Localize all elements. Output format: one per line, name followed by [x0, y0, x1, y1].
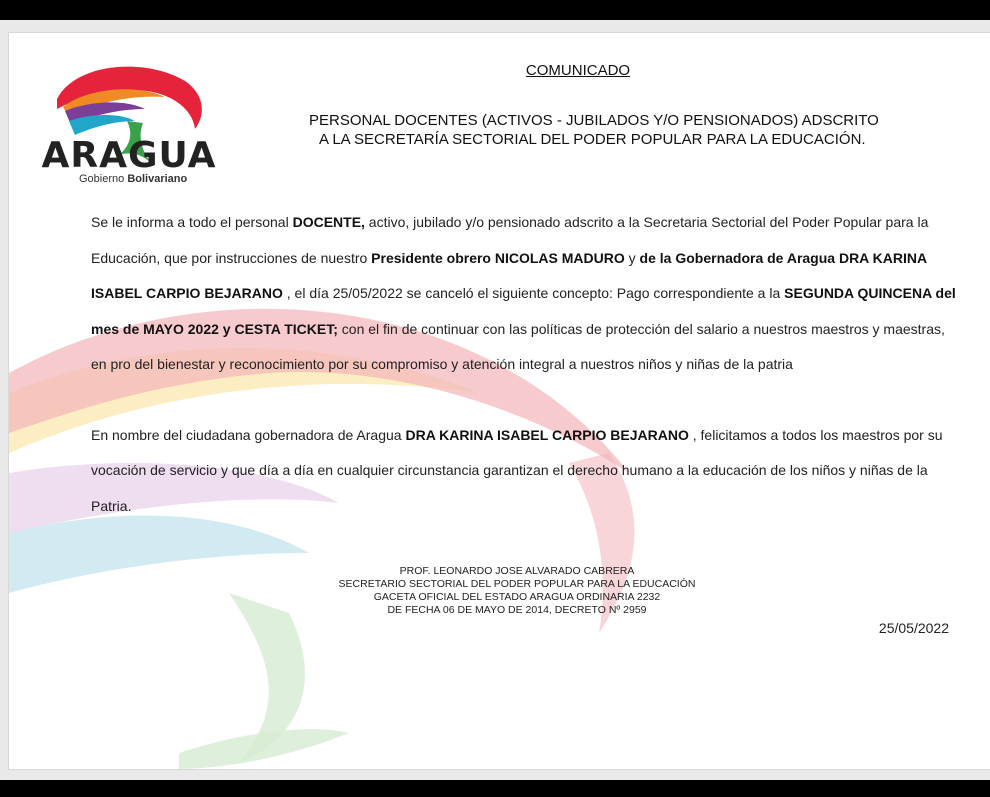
- p1-text-1: Se le informa a todo el personal: [91, 214, 293, 230]
- p1-text-5: con el fin de continuar con las políticas de protección del salario a nuestros maestros y maestras, en pro del bienestar y reconocimiento por su compromiso y atención integral a nuestros niños y niñas de la patria: [91, 320, 945, 372]
- signature-position: SECRETARIO SECTORIAL DEL PODER POPULAR PARA LA EDUCACIÓN: [338, 578, 696, 590]
- top-black-bar: [0, 0, 990, 20]
- p2-text-2: , felicitamos a todos los maestros por su vocación de servicio y que día a día en cualquier circunstancia garantizan el derecho humano a la educación de los niños y niñas de la Patria.: [91, 426, 943, 514]
- p1-bold-3: de la Gobernadora de Aragua DRA KARINA ISABEL CARPIO BEJARANO: [91, 249, 927, 301]
- p1-bold-1: DOCENTE,: [292, 214, 365, 230]
- document-body: [91, 205, 961, 524]
- p1-text-4: , el día 25/05/2022 se canceló el siguiente concepto: Pago correspondiente a la: [282, 285, 785, 301]
- page-background: [0, 20, 990, 780]
- signature-gazette: GACETA OFICIAL DEL ESTADO ARAGUA ORDINARIA 2232: [373, 591, 661, 603]
- bottom-black-bar: [0, 780, 990, 797]
- subtitle-line-2: A LA SECRETARÍA SECTORIAL DEL PODER POPULAR PARA LA EDUCACIÓN.: [319, 131, 866, 148]
- p2-text-1: En nombre del ciudadana gobernadora de Aragua: [91, 426, 406, 443]
- paragraph-2: [91, 418, 961, 525]
- subtitle-line-1: PERSONAL DOCENTES (ACTIVOS - JUBILADOS Y/O PENSIONADOS) ADSCRITO: [309, 112, 879, 129]
- logo-sub-bold: Bolivariano: [127, 173, 188, 185]
- p1-bold-2: Presidente obrero NICOLAS MADURO: [371, 249, 625, 266]
- watermark-blue-swoosh: [9, 516, 309, 593]
- p2-bold-1: DRA KARINA ISABEL CARPIO BEJARANO: [405, 426, 689, 443]
- logo-wordmark: ARAGUA: [41, 135, 217, 176]
- logo-subtitle: [79, 173, 229, 185]
- document-subtitle: [309, 111, 919, 149]
- document-title: COMUNICADO: [525, 62, 631, 79]
- logo-sub-prefix: Gobierno: [79, 173, 125, 185]
- watermark-green-leaf: [179, 729, 349, 769]
- p1-text-2: activo, jubilado y/o pensionado adscrito a la Secretaria Sectorial del Poder Popular para la Educación, que por instrucciones de nuestro: [91, 214, 929, 266]
- document-date: 25/05/2022: [878, 620, 949, 636]
- paragraph-1: [91, 205, 961, 383]
- signature-block: [317, 565, 717, 617]
- document-sheet: [8, 32, 990, 770]
- signature-name: PROF. LEONARDO JOSE ALVARADO CABRERA: [399, 565, 635, 577]
- p1-bold-4: SEGUNDA QUINCENA del mes de MAYO 2022 y CESTA TICKET;: [91, 285, 956, 337]
- signature-decree: DE FECHA 06 DE MAYO DE 2014, DECRETO Nº 2959: [387, 604, 647, 616]
- p1-text-3: y: [624, 249, 640, 266]
